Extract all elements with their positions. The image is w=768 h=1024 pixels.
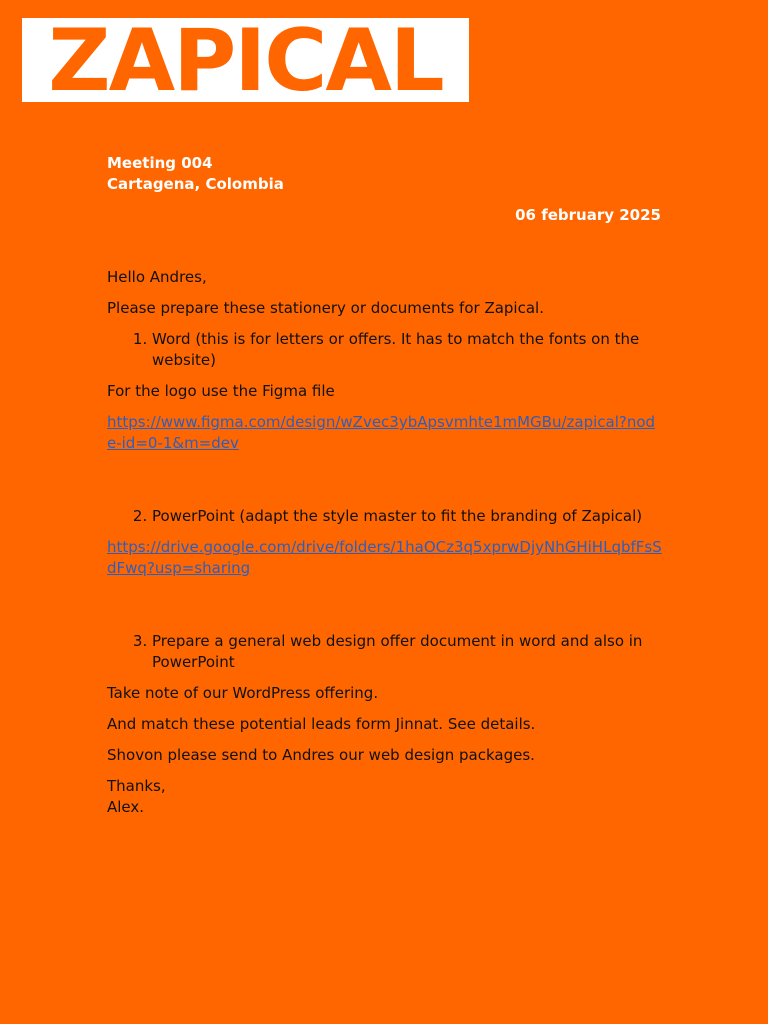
figma-link[interactable]: https://www.figma.com/design/wZvec3ybApsvmhte1mMGBu/zapical?node-id=0-1&m=dev — [107, 413, 656, 452]
task-item-web-design-offer: 3. Prepare a general web design offer document in word and also in PowerPoint — [152, 631, 662, 673]
document-date: 06 february 2025 — [515, 206, 661, 224]
logo — [22, 11, 469, 111]
meeting-number: Meeting 004 — [107, 154, 213, 172]
signature: Alex. — [107, 798, 145, 816]
shovon-note: Shovon please send to Andres our web design packages. — [107, 746, 535, 764]
wordpress-note: Take note of our WordPress offering. — [107, 684, 379, 702]
logo-note: For the logo use the Figma file — [107, 382, 335, 400]
logo-text: ZAPICAL — [48, 11, 443, 111]
task-item-powerpoint: 2. PowerPoint (adapt the style master to fit the branding of Zapical) — [152, 506, 662, 527]
greeting: Hello Andres, — [107, 268, 207, 286]
meeting-header — [107, 153, 284, 195]
task-list-1 — [107, 329, 662, 371]
task-list-3 — [107, 631, 662, 673]
thanks: Thanks, — [107, 777, 166, 795]
drive-link[interactable]: https://drive.google.com/drive/folders/1haOCz3q5xprwDjyNhGHiHLqbfFsSdFwq?usp=sharing — [107, 538, 662, 577]
letter-body — [107, 267, 662, 818]
drive-link-paragraph — [107, 537, 662, 579]
leads-note: And match these potential leads form Jinnat. See details. — [107, 715, 536, 733]
spacer — [107, 464, 662, 506]
closing — [107, 776, 662, 818]
task-item-word: 1. Word (this is for letters or offers. It has to match the fonts on the website) — [152, 329, 662, 371]
meeting-location: Cartagena, Colombia — [107, 175, 284, 193]
intro-paragraph: Please prepare these stationery or documents for Zapical. — [107, 299, 544, 317]
spacer — [107, 589, 662, 631]
figma-link-paragraph — [107, 412, 662, 454]
task-list-2 — [107, 506, 662, 527]
